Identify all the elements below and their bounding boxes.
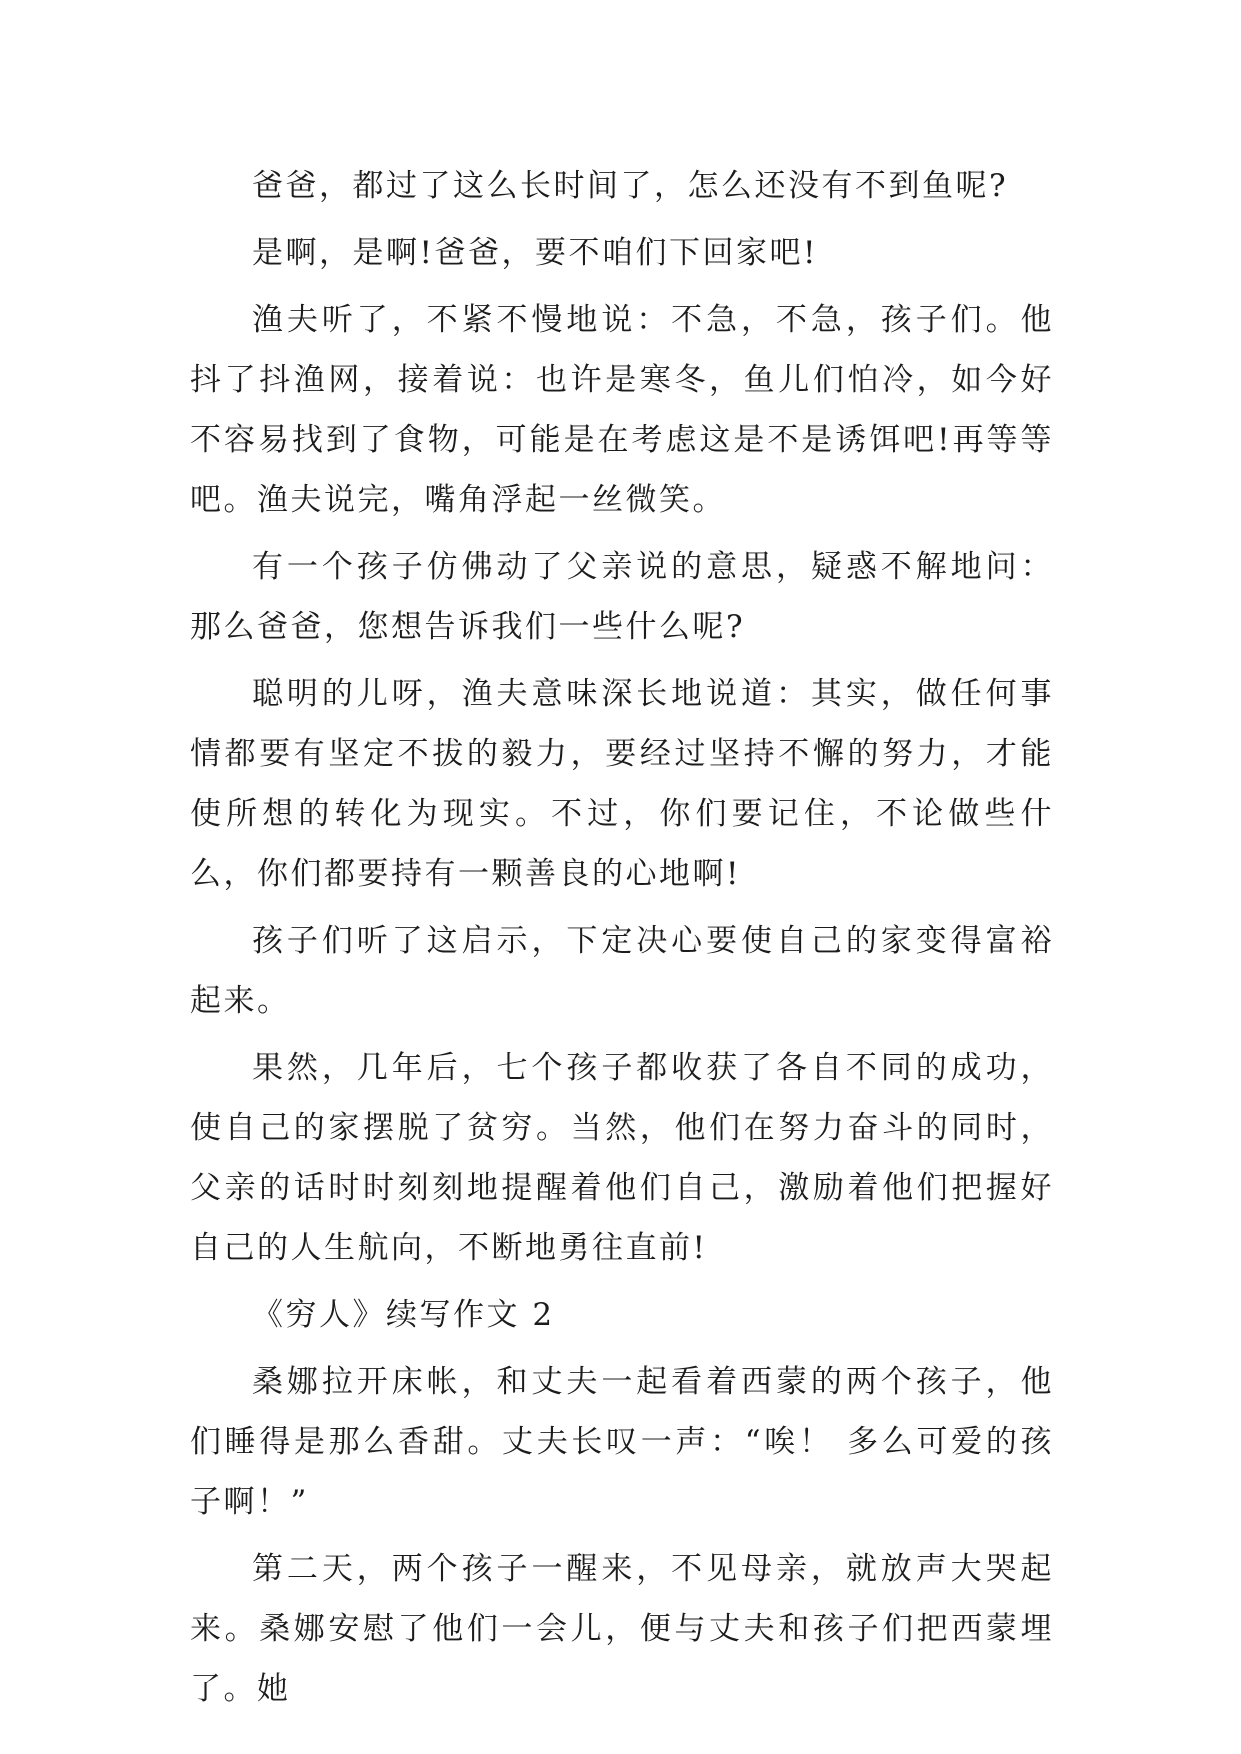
paragraph-fisherman-reply: 渔夫听了，不紧不慢地说：不急，不急，孩子们。他抖了抖渔网，接着说：也许是寒冬，鱼儿们怕冷，如今好不容易找到了食物，可能是在考虑这是不是诱饵吧!再等等吧。渔夫说完，嘴角浮起一丝微笑。 bbox=[190, 302, 1054, 518]
paragraph-child-asks: 有一个孩子仿佛动了父亲说的意思，疑惑不解地问：那么爸爸，您想告诉我们一些什么呢? bbox=[190, 549, 1054, 645]
paragraph-fisherman-lesson: 聪明的儿呀，渔夫意味深长地说道：其实，做任何事情都要有坚定不拔的毅力，要经过坚持不懈的努力，才能使所想的转化为现实。不过，你们要记住，不论做些什么，你们都要持有一颗善良的心地啊! bbox=[190, 676, 1054, 892]
paragraph-success: 果然，几年后，七个孩子都收获了各自不同的成功，使自己的家摆脱了贫穷。当然，他们在努力奋斗的同时，父亲的话时时刻刻地提醒着他们自己，激励着他们把握好自己的人生航向，不断地勇往直前! bbox=[190, 1050, 1054, 1266]
paragraph-next-day: 第二天，两个孩子一醒来，不见母亲，就放声大哭起来。桑娜安慰了他们一会儿，便与丈夫和孩子们把西蒙埋了。她 bbox=[190, 1551, 1054, 1707]
paragraph-children-resolve: 孩子们听了这启示，下定决心要使自己的家变得富裕起来。 bbox=[190, 923, 1054, 1019]
paragraph-question: 爸爸，都过了这么长时间了，怎么还没有不到鱼呢? bbox=[252, 168, 1009, 204]
paragraph-sangna-bed: 桑娜拉开床帐，和丈夫一起看着西蒙的两个孩子，他们睡得是那么香甜。丈夫长叹一声：“唉！ 多么可爱的孩子啊！” bbox=[190, 1364, 1054, 1520]
section-heading: 《穷人》续写作文 2 bbox=[252, 1297, 555, 1333]
document-page bbox=[190, 0, 1054, 1754]
paragraph-go-home: 是啊，是啊!爸爸，要不咱们下回家吧! bbox=[252, 235, 818, 271]
